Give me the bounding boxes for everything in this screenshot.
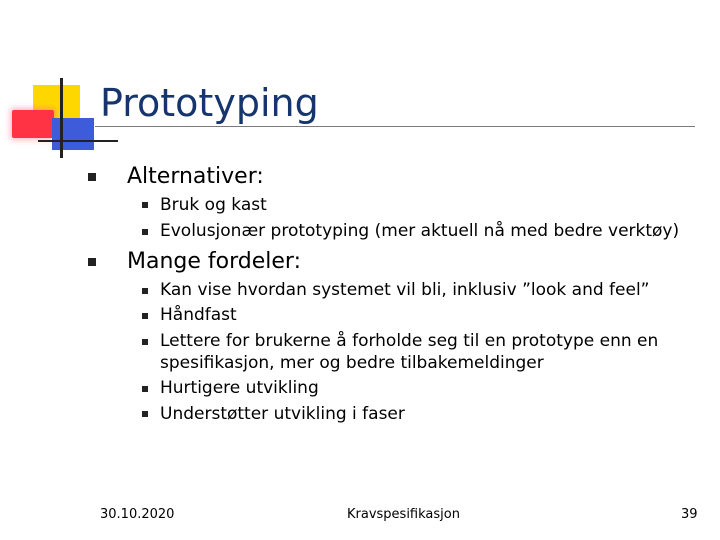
decoration-vertical-line: [60, 78, 63, 158]
sub-bullet-hurtigere: Hurtigere utvikling: [160, 378, 319, 398]
sub-bullet-handfast: Håndfast: [160, 305, 237, 325]
sub-bullet-square-icon: [142, 202, 148, 208]
sub-bullet-square-icon: [142, 411, 148, 417]
decoration-horizontal-line: [38, 140, 118, 142]
sub-bullet-square-icon: [142, 229, 148, 235]
bullet-square-icon: [88, 258, 96, 266]
sub-bullet-lettere-line2: spesifikasjon, mer og bedre tilbakemeldinger: [160, 353, 544, 373]
decoration-blue-square: [52, 118, 94, 150]
sub-bullet-lettere-line1: Lettere for brukerne å forholde seg til en prototype enn en: [160, 331, 659, 351]
sub-bullet-square-icon: [142, 288, 148, 294]
bullet-alternativer: Alternativer:: [127, 164, 264, 189]
bullet-square-icon: [88, 173, 96, 181]
sub-bullet-square-icon: [142, 339, 148, 345]
bullet-mange-fordeler: Mange fordeler:: [127, 249, 301, 274]
page-number: 39: [681, 507, 698, 522]
footer-date: 30.10.2020: [100, 507, 175, 522]
sub-bullet-evolusjonaer: Evolusjonær prototyping (mer aktuell nå med bedre verktøy): [160, 221, 680, 241]
decoration-red-square: [12, 110, 54, 138]
sub-bullet-kan-vise: Kan vise hvordan systemet vil bli, inklusiv ”look and feel”: [160, 280, 650, 300]
sub-bullet-understotter: Understøtter utvikling i faser: [160, 404, 405, 424]
sub-bullet-square-icon: [142, 386, 148, 392]
footer-title: Kravspesifikasjon: [347, 507, 460, 522]
sub-bullet-square-icon: [142, 313, 148, 319]
sub-bullet-bruk-og-kast: Bruk og kast: [160, 195, 267, 215]
slide-title: Prototyping: [100, 81, 319, 125]
